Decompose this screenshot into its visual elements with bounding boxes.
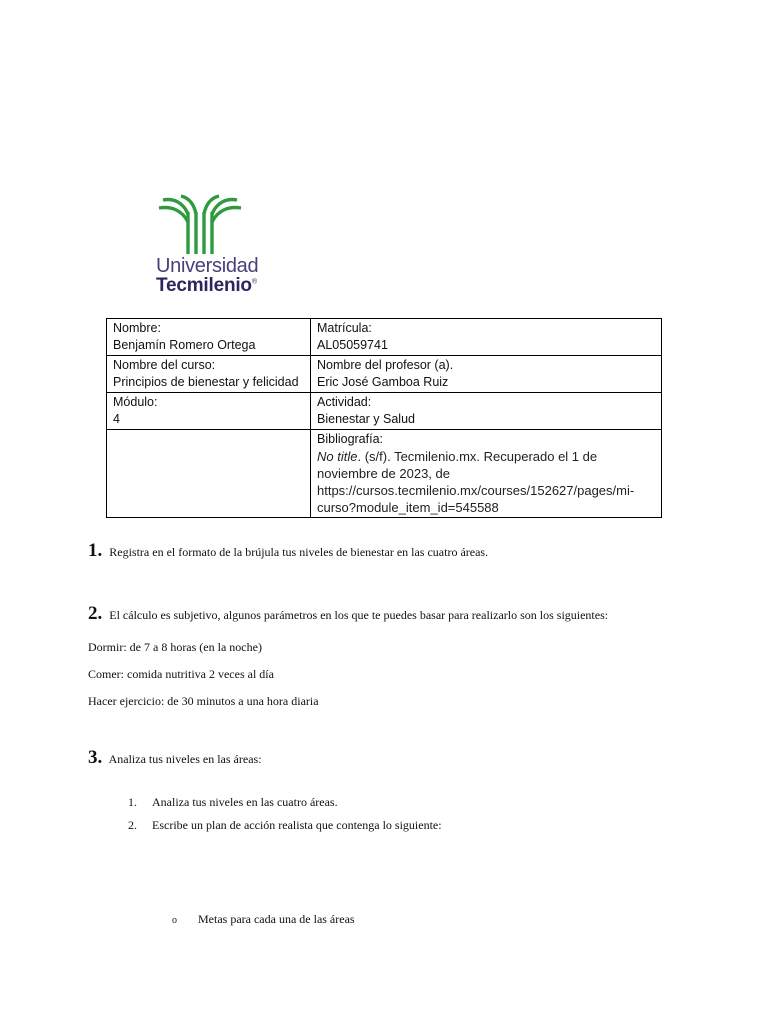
logo-line-2-text: Tecmilenio (156, 275, 252, 296)
bibliography-title: No title (317, 449, 358, 464)
bibliography-citation: . (s/f). Tecmilenio.mx. Recuperado el 1 de noviembre de 2023, de https://cursos.tecmilenio.mx/courses/152627/pages/mi-curso?module_item_id=545588 (317, 449, 635, 515)
module-label: Módulo: (113, 395, 158, 409)
instruction-1-number: 1. (88, 540, 103, 561)
bibliography-cell (311, 430, 662, 518)
instruction-2-number: 2. (88, 603, 103, 624)
student-info-table (106, 318, 662, 518)
logo-line-1: Universidad (156, 255, 259, 277)
list-item (128, 795, 442, 810)
course-label: Nombre del curso: (113, 358, 216, 372)
table-row (107, 393, 662, 430)
list-item-text: Analiza tus niveles en las cuatro áreas. (152, 795, 338, 809)
list-item-number: 1. (128, 795, 137, 809)
logo-line-2 (156, 275, 257, 297)
professor-value: Eric José Gamboa Ruiz (317, 375, 449, 389)
professor-cell (311, 356, 662, 393)
instruction-1 (88, 540, 488, 562)
instruction-3-number: 3. (88, 747, 103, 768)
numbered-list (128, 795, 442, 841)
activity-label: Actividad: (317, 395, 372, 409)
instruction-1-text: Registra en el formato de la brújula tus niveles de bienestar en las cuatro áreas. (109, 545, 489, 559)
activity-value: Bienestar y Salud (317, 412, 415, 426)
matricula-value: AL05059741 (317, 338, 388, 352)
empty-cell (107, 430, 311, 518)
matricula-label: Matrícula: (317, 321, 372, 335)
list-item-number: 2. (128, 818, 137, 832)
ejercicio-text: Hacer ejercicio: de 30 minutos a una hora diaria (88, 694, 319, 708)
module-cell (107, 393, 311, 430)
name-cell (107, 319, 311, 356)
name-value: Benjamín Romero Ortega (113, 338, 256, 352)
bibliography-text (317, 448, 655, 516)
matricula-cell (311, 319, 662, 356)
table-row (107, 319, 662, 356)
logo-registered-mark: ® (251, 278, 257, 286)
bullet-text: Metas para cada una de las áreas (198, 912, 355, 926)
bullet-marker: o (172, 915, 177, 926)
name-label: Nombre: (113, 321, 161, 335)
table-row (107, 356, 662, 393)
instruction-3 (88, 747, 262, 769)
instruction-2 (88, 603, 608, 625)
course-cell (107, 356, 311, 393)
dormir-text: Dormir: de 7 a 8 horas (en la noche) (88, 640, 262, 654)
course-value: Principios de bienestar y felicidad (113, 375, 299, 389)
activity-cell (311, 393, 662, 430)
list-item (128, 818, 442, 833)
instruction-3-text: Analiza tus niveles en las áreas: (108, 752, 262, 766)
comer-text: Comer: comida nutritiva 2 veces al día (88, 667, 274, 681)
list-item-text: Escribe un plan de acción realista que contenga lo siguiente: (152, 818, 442, 832)
bullet-item (172, 912, 355, 927)
module-value: 4 (113, 412, 120, 426)
instruction-2-text: El cálculo es subjetivo, algunos parámetros en los que te puedes basar para realizarlo son los siguientes: (109, 608, 609, 622)
bibliography-label: Bibliografía: (317, 432, 384, 446)
table-row (107, 430, 662, 518)
professor-label: Nombre del profesor (a). (317, 358, 454, 372)
